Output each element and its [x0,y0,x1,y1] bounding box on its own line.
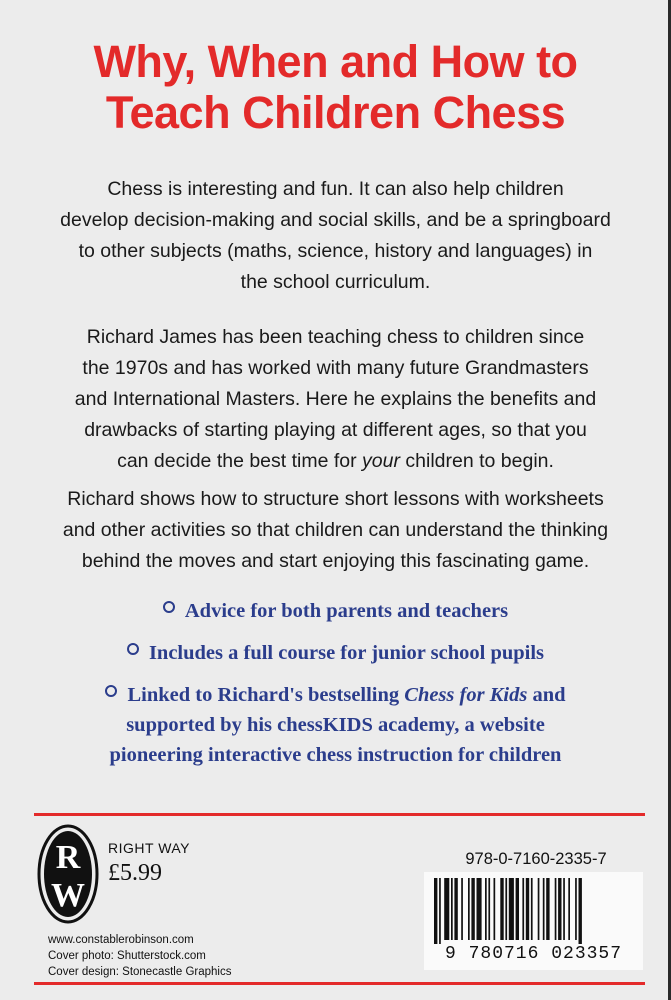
barcode-bar [439,878,441,944]
bullet-continuation: pioneering interactive chess instruction for children [109,744,562,766]
text-run: can decide the best time for [117,450,363,472]
paragraph-line: develop decision-making and social skills, and be a springboard [60,209,611,231]
bullet-icon [163,601,175,613]
barcode-bar [485,878,487,940]
paragraph-line: Richard James has been teaching chess to children since [86,326,585,348]
isbn-number: 978-0-7160-2335-7 [465,850,607,868]
paragraph-intro [20,174,651,298]
barcode-bar [555,878,557,940]
barcode-bar [471,878,474,940]
divider-bottom [34,982,645,985]
barcode-bar [494,878,496,940]
barcode-bar [522,878,524,940]
barcode-bar [543,878,545,940]
barcode-bar [444,878,449,940]
text-run: children to begin. [399,450,554,472]
paragraph-line: to other subjects (maths, science, history and languages) in [78,240,593,262]
barcode-bar [488,878,490,940]
imprint-name: RIGHT WAY [108,840,191,856]
bullet-text: Includes a full course for junior school pupils [148,642,545,664]
bullet-item [0,680,671,710]
paragraph-line: Richard shows how to structure short lessons with worksheets [67,488,604,510]
credits [48,932,231,980]
barcode-bar [563,878,565,940]
paragraph-line [20,446,651,477]
barcode-bar [434,878,437,944]
barcode-icon [432,878,635,944]
paragraph-line: the school curriculum. [240,271,431,293]
publisher-logo-icon [36,824,100,924]
barcode-digits [424,944,643,964]
paragraph-lessons [20,484,651,577]
bullet-text: Advice for both parents and teachers [184,600,509,622]
paragraph-line: and International Masters. Here he explains the benefits and [74,388,597,410]
cover-design-credit: Cover design: Stonecastle Graphics [48,966,232,978]
barcode-bar [579,878,582,944]
barcode-bar [531,878,533,940]
bullet-text: and [527,684,566,706]
bullet-continuation: supported by his chessKIDS academy, a website [126,714,545,736]
bullet-icon [127,643,139,655]
barcode-bar [500,878,503,940]
barcode-bar [505,878,507,940]
barcode-digit-lead: 9 [444,944,457,964]
barcode-bar [516,878,519,940]
price: £5.99 [108,860,162,886]
emphasis-your: your [362,450,400,472]
paragraph-line: Chess is interesting and fun. It can also help children [107,178,564,200]
barcode-digits-right: 023357 [551,944,623,964]
bullet-icon [105,685,117,697]
barcode-bar [526,878,529,940]
cover-photo-credit: Cover photo: Shutterstock.com [48,950,206,962]
barcode-bar [468,878,470,940]
barcode-bar [454,878,457,940]
barcode-bar [575,878,577,940]
logo-letter-w: W [51,877,85,914]
divider-top [34,813,645,816]
book-title-line-1: Why, When and How to [93,36,578,87]
paragraph-line: the 1970s and has worked with many future Grandmasters [82,357,589,379]
bullet-item [0,596,671,626]
barcode-bar [461,878,463,940]
barcode-bar [509,878,514,940]
barcode [424,872,643,970]
paragraph-line: drawbacks of starting playing at different ages, so that you [84,419,587,441]
barcode-bar [558,878,561,940]
publisher-website: www.constablerobinson.com [48,934,194,946]
barcode-bar [477,878,482,940]
bullet-book-title: Chess for Kids [404,684,528,706]
bullet-item [0,638,671,668]
paragraph-author [20,322,651,477]
logo-letter-r: R [55,839,81,876]
book-title-line-2: Teach Children Chess [105,87,566,138]
barcode-bar [568,878,570,940]
paragraph-line: behind the moves and start enjoying this fascinating game. [81,550,590,572]
bullet-text: Linked to Richard's bestselling [127,684,405,706]
bullet-list [0,596,671,770]
barcode-digits-left: 780716 [468,944,540,964]
paragraph-line: and other activities so that children can understand the thinking [62,519,609,541]
barcode-bar [538,878,540,940]
book-title [0,36,671,138]
barcode-bar [546,878,549,940]
barcode-bar [451,878,453,940]
